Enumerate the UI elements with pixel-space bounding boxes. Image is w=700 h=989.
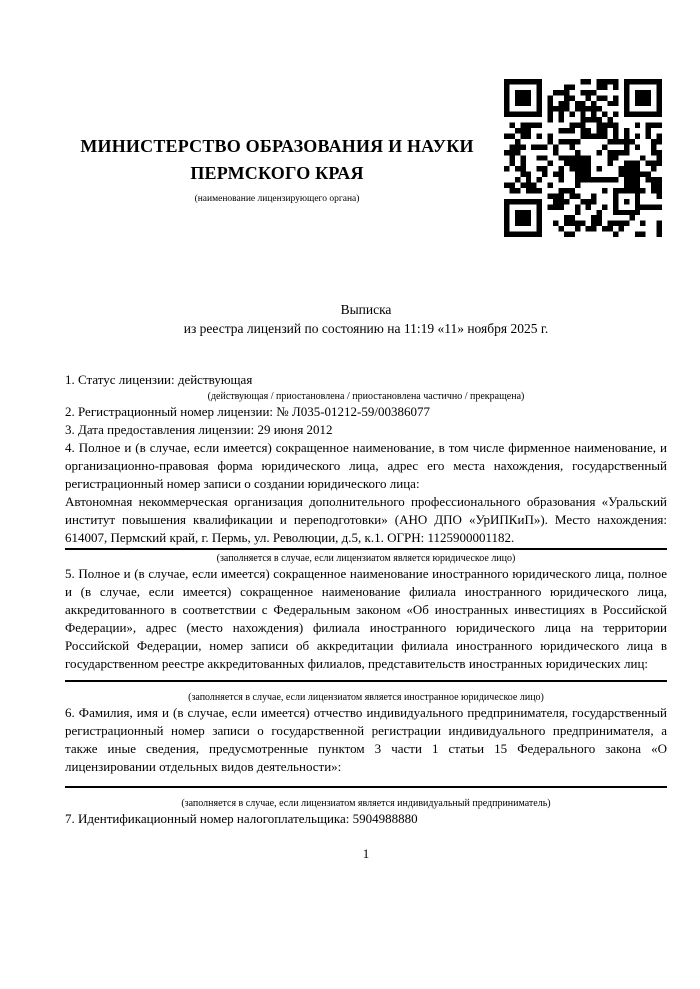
- page-number: 1: [362, 846, 370, 861]
- document-title: [65, 300, 667, 338]
- license-status: 1. Статус лицензии: действующая: [65, 372, 253, 387]
- legal-entity-underline: [65, 548, 667, 550]
- license-registration-number: 2. Регистрационный номер лицензии: № Л035-01212-59/00386077: [65, 404, 431, 419]
- entrepreneur-caption: (заполняется в случае, если лицензиатом является индивидуальный предприниматель): [181, 798, 551, 809]
- qr-code-icon: [504, 79, 662, 237]
- license-grant-date: 3. Дата предоставления лицензии: 29 июня 2012: [65, 422, 333, 437]
- document-title-line2: из реестра лицензий по состоянию на 11:19 «11» ноября 2025 г.: [183, 321, 549, 336]
- legal-entity-caption: (заполняется в случае, если лицензиатом является юридическое лицо): [216, 553, 516, 564]
- entrepreneur-label: 6. Фамилия, имя и (в случае, если имеется) отчество индивидуального предпринимателя, государственный регистрационный номер записи о государственной регистрации индивидуального предпринимателя, а также иные сведения, предусмотренные пунктом 3 части 1 статьи 15 Федерального закона «О лицензировании отдельных видов деятельности»:: [65, 705, 667, 774]
- foreign-entity-caption: (заполняется в случае, если лицензиатом является иностранное юридическое лицо): [188, 692, 544, 703]
- legal-entity-label: 4. Полное и (в случае, если имеется) сокращенное наименование, в том числе фирменное наименование, и организационно-правовая форма юридического лица, адрес его места нахождения, государственный регистрационный номер записи о создании юридического лица:: [65, 440, 667, 491]
- license-status-options-caption: (действующая / приостановлена / приостановлена частично / прекращена): [207, 391, 525, 402]
- legal-entity-value: Автономная некоммерческая организация дополнительного профессионального образования «Уральский институт повышения квалификации и переподготовки» (АНО ДПО «УрИПКиП»). Место нахождения: 614007, Пермский край, г. Пермь, ул. Революции, д.5, к.1. ОГРН: 1125900001182.: [65, 494, 667, 545]
- document-title-line1: Выписка: [340, 302, 392, 317]
- qr-code: [504, 79, 662, 237]
- taxpayer-id: 7. Идентификационный номер налогоплательщика: 5904988880: [65, 811, 418, 826]
- foreign-entity-label: 5. Полное и (в случае, если имеется) сокращенное наименование иностранного юридического лица, полное и (в случае, если имеется) сокращенное наименование филиала иностранного юридического лица, аккредитованного в соответствии с Федеральным законом «Об иностранных инвестициях в Российской Федерации», адрес (место нахождения) филиала иностранного юридического лица на территории Российской Федерации, номер записи об аккредитации филиала иностранного юридического лица в государственном реестре аккредитованных филиалов, представительств иностранных юридических лиц:: [65, 566, 667, 671]
- document-body: [65, 371, 667, 863]
- licensing-authority-header: [48, 133, 506, 206]
- ministry-name-line2: ПЕРМСКОГО КРАЯ: [190, 163, 364, 183]
- entrepreneur-blank-field: [65, 786, 667, 788]
- ministry-name-line1: МИНИСТЕРСТВО ОБРАЗОВАНИЯ И НАУКИ: [80, 136, 474, 156]
- ministry-name-caption: (наименование лицензирующего органа): [194, 194, 360, 204]
- foreign-entity-blank-field: [65, 680, 667, 682]
